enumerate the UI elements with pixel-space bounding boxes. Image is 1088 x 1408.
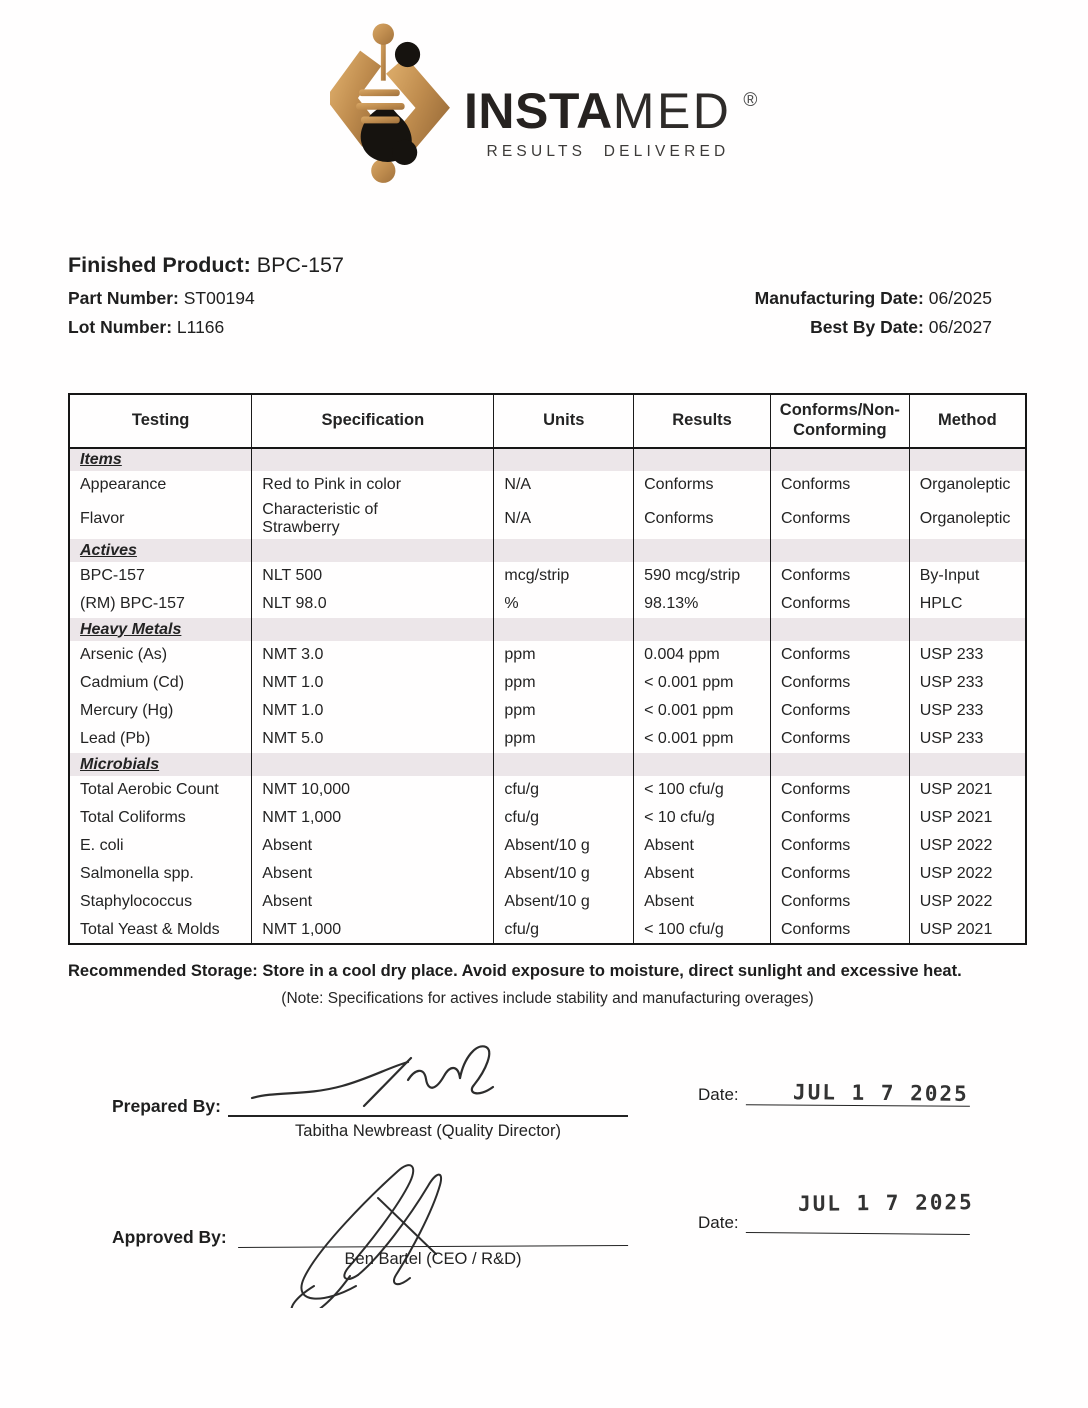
cell: Conforms	[770, 499, 909, 539]
brand-name	[464, 83, 758, 139]
best-by-date-label: Best By Date:	[810, 317, 924, 337]
cell: Conforms	[770, 916, 909, 944]
cell: Organoleptic	[909, 499, 1026, 539]
section-row	[69, 448, 1026, 471]
cell: NMT 1.0	[252, 697, 494, 725]
column-header: Units	[494, 394, 634, 448]
cell: Mercury (Hg)	[80, 702, 174, 719]
cell: NLT 500	[252, 562, 494, 590]
cell: BPC-157	[80, 567, 145, 584]
cell: cfu/g	[494, 916, 634, 944]
cell: Conforms	[770, 562, 909, 590]
cell: USP 233	[909, 669, 1026, 697]
cell: Characteristic of Strawberry	[252, 499, 494, 539]
approved-date-label: Date:	[698, 1213, 739, 1232]
lot-number-value: L1166	[176, 317, 225, 337]
cell: Organoleptic	[909, 471, 1026, 499]
table-row	[69, 776, 1026, 804]
registered-trademark-icon: ®	[743, 90, 758, 111]
section-label: Actives	[80, 541, 137, 559]
brand-text	[464, 83, 758, 161]
cell: Conforms	[770, 888, 909, 916]
cell: < 100 cfu/g	[634, 776, 771, 804]
cell: Absent/10 g	[494, 860, 634, 888]
table-head-row	[69, 394, 1026, 448]
cell: E. coli	[80, 837, 124, 854]
cell: Appearance	[80, 476, 167, 493]
cell: < 0.001 ppm	[634, 725, 771, 753]
cell: NMT 5.0	[252, 725, 494, 753]
cell: N/A	[494, 499, 634, 539]
approved-by-name: Ben Bartel (CEO / R&D)	[344, 1250, 522, 1268]
prepared-by-label: Prepared By:	[112, 1096, 221, 1116]
table-row	[69, 669, 1026, 697]
manufacturing-date-value: 06/2025	[928, 288, 992, 308]
part-number-label: Part Number:	[68, 288, 179, 308]
cell: Conforms	[770, 725, 909, 753]
table-row	[69, 888, 1026, 916]
cell: Absent	[634, 888, 771, 916]
cell: (RM) BPC-157	[80, 595, 185, 612]
cell: Total Aerobic Count	[80, 781, 219, 798]
cell: Cadmium (Cd)	[80, 674, 185, 691]
cell: Absent	[634, 832, 771, 860]
section-label: Heavy Metals	[80, 620, 182, 638]
section-row	[69, 618, 1026, 641]
cell: 0.004 ppm	[634, 641, 771, 669]
best-by-date-line	[810, 317, 992, 338]
brand-primary: INSTA	[464, 83, 613, 139]
cell: < 0.001 ppm	[634, 697, 771, 725]
cell: ppm	[494, 697, 634, 725]
finished-product-value: BPC-157	[256, 253, 344, 277]
manufacturing-date-label: Manufacturing Date:	[754, 288, 924, 308]
cell: Total Yeast & Molds	[80, 920, 220, 938]
approved-by-label: Approved By:	[112, 1227, 227, 1247]
approved-signature	[258, 1158, 498, 1308]
column-header: Conforms/Non-Conforming	[770, 394, 909, 448]
table-row	[69, 916, 1026, 944]
cell: USP 233	[909, 697, 1026, 725]
cell: USP 2022	[909, 832, 1026, 860]
cell: Absent/10 g	[494, 832, 634, 860]
cell: NMT 3.0	[252, 641, 494, 669]
cell: Conforms	[634, 499, 771, 539]
cell: 590 mcg/strip	[634, 562, 771, 590]
cell: Conforms	[770, 669, 909, 697]
cell: Absent/10 g	[494, 888, 634, 916]
cell: USP 233	[909, 725, 1026, 753]
approved-date-stamp: JUL 1 7 2025	[797, 1190, 974, 1216]
table-row	[69, 641, 1026, 669]
cell: Absent	[634, 860, 771, 888]
cell: Absent	[252, 888, 494, 916]
finished-product-label: Finished Product:	[68, 253, 251, 277]
cell: < 0.001 ppm	[634, 669, 771, 697]
cell: Conforms	[770, 641, 909, 669]
instamed-logo	[330, 14, 758, 190]
cell: 98.13%	[634, 590, 771, 618]
cell: Red to Pink in color	[252, 471, 494, 499]
cell: Conforms	[770, 832, 909, 860]
cell: NMT 10,000	[252, 776, 494, 804]
prepared-by-name: Tabitha Newbreast (Quality Director)	[295, 1122, 561, 1140]
cell: Conforms	[770, 590, 909, 618]
cell: Conforms	[770, 804, 909, 832]
cell: cfu/g	[494, 776, 634, 804]
cell: NMT 1,000	[252, 804, 494, 832]
cell: Total Coliforms	[80, 809, 186, 826]
lot-number-label: Lot Number:	[68, 317, 173, 337]
table-row	[69, 725, 1026, 753]
cell: Lead (Pb)	[80, 730, 151, 747]
section-label: Items	[80, 451, 122, 468]
prepared-signature	[248, 1040, 498, 1118]
cell: USP 233	[909, 641, 1026, 669]
storage-note: Recommended Storage: Store in a cool dry place. Avoid exposure to moisture, direct sunlight and excessive heat.	[68, 962, 962, 980]
cell: Conforms	[634, 471, 771, 499]
manufacturing-date-line	[755, 288, 992, 309]
cell: By-Input	[909, 562, 1026, 590]
table-row	[69, 590, 1026, 618]
cell: USP 2022	[909, 860, 1026, 888]
cell: N/A	[494, 471, 634, 499]
instamed-logo-icon	[330, 14, 456, 190]
cell: NMT 1,000	[252, 916, 494, 944]
prepared-date-label: Date:	[698, 1085, 739, 1104]
table-row	[69, 562, 1026, 590]
table-body	[69, 448, 1026, 944]
cell: USP 2022	[909, 888, 1026, 916]
brand-tagline: RESULTS DELIVERED	[486, 143, 730, 160]
table-row	[69, 860, 1026, 888]
cell: Staphylococcus	[80, 893, 193, 910]
cell: < 10 cfu/g	[634, 804, 771, 832]
cell: Conforms	[770, 860, 909, 888]
column-header: Method	[909, 394, 1026, 448]
cell: USP 2021	[909, 804, 1026, 832]
cell: ppm	[494, 641, 634, 669]
part-number-line	[68, 288, 255, 309]
cell: mcg/strip	[494, 562, 634, 590]
table-row	[69, 697, 1026, 725]
prepared-date-stamp: JUL 1 7 2025	[792, 1080, 969, 1106]
cell: Flavor	[80, 510, 125, 527]
cell: Absent	[252, 832, 494, 860]
cell: Conforms	[770, 471, 909, 499]
section-label: Microbials	[80, 755, 160, 773]
table-row	[69, 804, 1026, 832]
table-row	[69, 832, 1026, 860]
cell: ppm	[494, 669, 634, 697]
cell: NMT 1.0	[252, 669, 494, 697]
column-header: Results	[634, 394, 771, 448]
best-by-date-value: 06/2027	[928, 317, 992, 337]
cell: cfu/g	[494, 804, 634, 832]
cell: Conforms	[770, 776, 909, 804]
cell: NLT 98.0	[252, 590, 494, 618]
cell: Conforms	[770, 697, 909, 725]
results-table	[68, 393, 1027, 945]
column-header: Testing	[69, 394, 252, 448]
section-row	[69, 539, 1026, 562]
cell: < 100 cfu/g	[634, 916, 771, 944]
table-row	[69, 471, 1026, 499]
cell: %	[494, 590, 634, 618]
cell: Salmonella spp.	[80, 865, 194, 882]
cell: ppm	[494, 725, 634, 753]
cell: USP 2021	[909, 916, 1026, 944]
column-header: Specification	[252, 394, 494, 448]
cell: Arsenic (As)	[80, 646, 168, 663]
table-row	[69, 499, 1026, 539]
finished-product-line	[68, 253, 344, 278]
cell: Absent	[252, 860, 494, 888]
brand-secondary: MED	[612, 83, 732, 139]
overage-note: (Note: Specifications for actives include stability and manufacturing overages)	[281, 990, 814, 1007]
cell: HPLC	[909, 590, 1026, 618]
lot-number-line	[68, 317, 224, 338]
section-row	[69, 753, 1026, 776]
cell: USP 2021	[909, 776, 1026, 804]
part-number-value: ST00194	[183, 288, 255, 308]
